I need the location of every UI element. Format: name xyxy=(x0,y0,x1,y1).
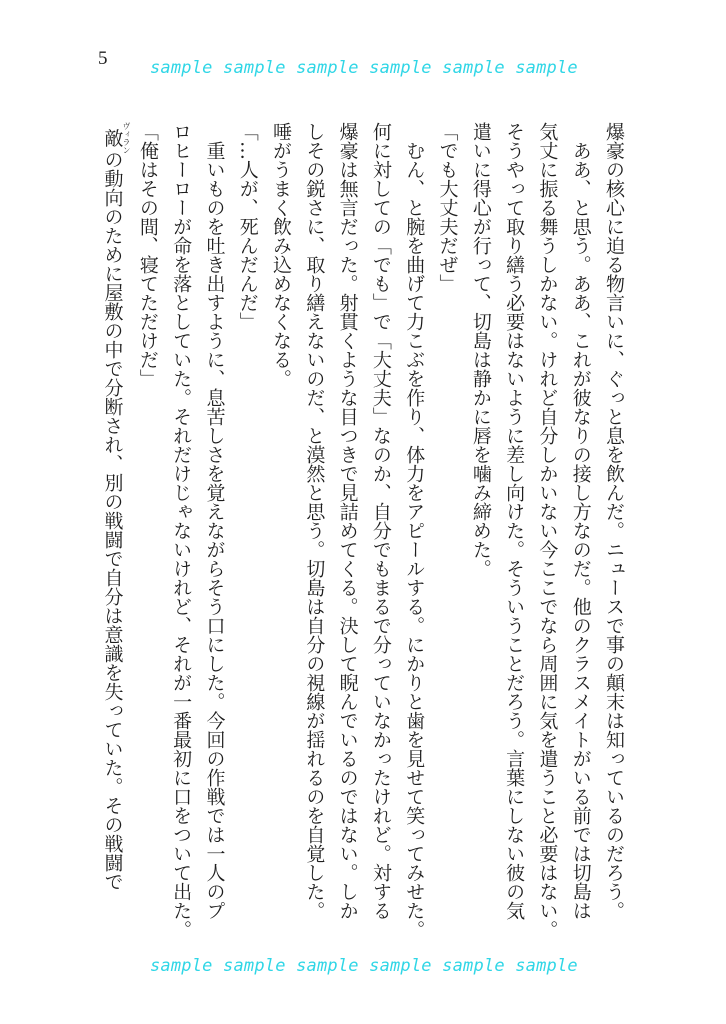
text-column: 爆豪は無言だった。射貫くような目つきで見詰めてくる。決して睨んでいるのではない。しか xyxy=(336,122,359,920)
watermark-top: sample sample sample sample sample sample xyxy=(150,58,578,78)
vertical-body-text xyxy=(97,122,630,939)
text-column: 何に対しての「でも」で「大丈夫」なのか、自分でもまるで分っていなかったけれど。対する xyxy=(369,122,392,920)
text-column: ああ、と思う。ああ、これが彼なりの接し方なのだ。他のクラスメイトがいる前では切島は xyxy=(569,141,592,920)
text-column: しその鋭さに、取り繕えないのだ、と漠然と思う。切島は自分の視線が揺れるのを自覚した。 xyxy=(303,122,326,920)
watermark-bottom: sample sample sample sample sample sample xyxy=(150,956,578,976)
text-column-with-ruby xyxy=(97,122,130,922)
ruby-text: ヴィラン xyxy=(122,122,132,154)
dialogue-column: 「…人が、死んだんだ」 xyxy=(236,122,259,331)
text-column: ロヒーローが命を落としていた。それだけじゃないけれど、それが一番最初に口をついて出た。 xyxy=(170,122,193,939)
text-column: 爆豪の核心に迫る物言いに、ぐっと息を飲んだ。ニュースで事の顛末は知っているのだろう。 xyxy=(603,122,625,920)
dialogue-column: 「俺はその間、寝てただけだ」 xyxy=(136,122,159,388)
text-column: 気丈に振る舞うしかない。けれど自分しかいない今ここでなら周囲に気を遣うこと必要はない。 xyxy=(536,122,559,939)
text-column: 遣いに得心が行って、切島は静かに唇を噛み締めた。 xyxy=(469,122,492,578)
ruby-base: 敵 xyxy=(101,122,124,154)
text-column: 重いものを吐き出すように、息苦しさを覚えながらそう口にした。今回の作戦では一人のプ xyxy=(203,141,226,920)
text-column: むん、と腕を曲げて力こぶを作り、体力をアピールする。にかりと歯を見せて笑ってみせた。 xyxy=(403,141,426,939)
ruby-annotation xyxy=(101,122,132,154)
page-number: 5 xyxy=(98,48,108,69)
column-rest: の動向のために屋敷の中で分断され、別の戦闘で自分は意識を失っていた。その戦闘で xyxy=(101,150,124,891)
dialogue-column: 「でも大丈夫だぜ」 xyxy=(436,122,459,293)
text-column: 唾がうまく飲み込めなくなる。 xyxy=(270,122,293,388)
text-column: そうやって取り繕う必要はないように差し向けた。そういうことだろう。言葉にしない彼の気 xyxy=(503,122,526,920)
